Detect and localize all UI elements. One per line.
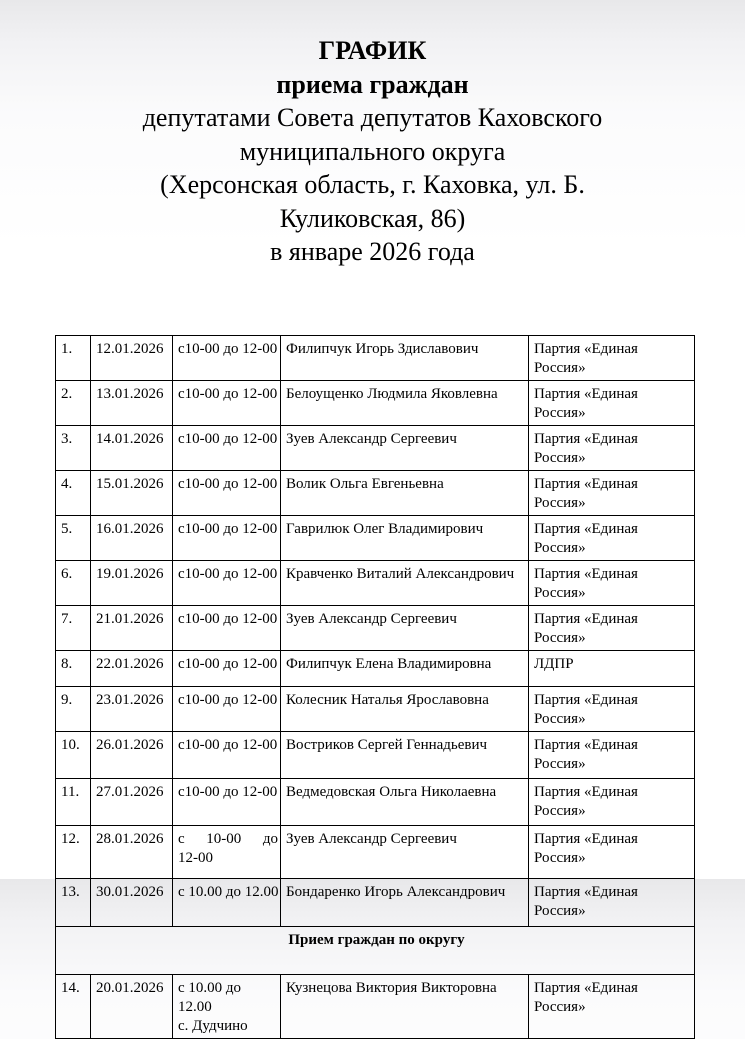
cell-name: Филипчук Игорь Здиславович: [281, 335, 529, 380]
cell-name: Зуев Александр Сергеевич: [281, 605, 529, 650]
cell-date: 14.01.2026: [91, 425, 173, 470]
time-line-2: с. Дудчино: [178, 1017, 248, 1034]
cell-number: 9.: [56, 686, 91, 731]
table-row: [56, 878, 695, 926]
cell-time: [173, 974, 281, 1038]
cell-name: Бондаренко Игорь Александрович: [281, 878, 529, 926]
table-row: [56, 470, 695, 515]
cell-date: 22.01.2026: [91, 650, 173, 686]
cell-date: 30.01.2026: [91, 878, 173, 926]
cell-name: Кравченко Виталий Александрович: [281, 560, 529, 605]
cell-date: 21.01.2026: [91, 605, 173, 650]
cell-party: Партия «Единая Россия»: [529, 974, 695, 1038]
cell-date: 27.01.2026: [91, 778, 173, 825]
cell-party: Партия «Единая Россия»: [529, 686, 695, 731]
schedule-table-container: [55, 335, 745, 1039]
title-line-1: ГРАФИК: [318, 36, 427, 65]
cell-date: 26.01.2026: [91, 731, 173, 778]
title-line-6: Куликовская, 86): [279, 203, 466, 233]
cell-name: Ведмедовская Ольга Николаевна: [281, 778, 529, 825]
cell-number: 6.: [56, 560, 91, 605]
cell-party: Партия «Единая Россия»: [529, 515, 695, 560]
cell-number: 10.: [56, 731, 91, 778]
cell-party: Партия «Единая Россия»: [529, 380, 695, 425]
document-title: [0, 0, 745, 269]
cell-time: с10-00 до 12-00: [173, 425, 281, 470]
cell-party: Партия «Единая Россия»: [529, 605, 695, 650]
schedule-table: [55, 335, 695, 1039]
cell-time: с10-00 до 12-00: [173, 515, 281, 560]
cell-party: Партия «Единая Россия»: [529, 335, 695, 380]
table-row: [56, 335, 695, 380]
table-row: [56, 560, 695, 605]
table-row: [56, 731, 695, 778]
cell-name: Колесник Наталья Ярославовна: [281, 686, 529, 731]
table-row: [56, 686, 695, 731]
cell-name: Зуев Александр Сергеевич: [281, 825, 529, 878]
cell-time: с10-00 до 12-00: [173, 731, 281, 778]
table-row: [56, 425, 695, 470]
cell-party: Партия «Единая Россия»: [529, 878, 695, 926]
cell-party: Партия «Единая Россия»: [529, 825, 695, 878]
cell-party: Партия «Единая Россия»: [529, 778, 695, 825]
cell-time: с10-00 до 12-00: [173, 686, 281, 731]
section-header-title: Прием граждан по округу: [56, 926, 695, 974]
table-row: [56, 778, 695, 825]
cell-name: Филипчук Елена Владимировна: [281, 650, 529, 686]
cell-party: ЛДПР: [529, 650, 695, 686]
cell-time: с10-00 до 12-00: [173, 650, 281, 686]
cell-time: с10-00 до 12-00: [173, 335, 281, 380]
cell-number: 1.: [56, 335, 91, 380]
cell-number: 2.: [56, 380, 91, 425]
cell-number: 12.: [56, 825, 91, 878]
title-line-7: в январе 2026 года: [270, 237, 475, 266]
cell-date: 12.01.2026: [91, 335, 173, 380]
table-row: [56, 650, 695, 686]
cell-party: Партия «Единая Россия»: [529, 731, 695, 778]
cell-number: 13.: [56, 878, 91, 926]
cell-name: Кузнецова Виктория Викторовна: [281, 974, 529, 1038]
cell-party: Партия «Единая Россия»: [529, 560, 695, 605]
cell-date: 15.01.2026: [91, 470, 173, 515]
title-line-5: (Херсонская область, г. Каховка, ул. Б.: [160, 170, 585, 199]
cell-time: с10-00 до 12-00: [173, 380, 281, 425]
cell-time: с 10.00 до 12.00: [173, 878, 281, 926]
time-line-2: 12-00: [178, 849, 213, 866]
cell-time: с10-00 до 12-00: [173, 470, 281, 515]
cell-number: 4.: [56, 470, 91, 515]
cell-party: Партия «Единая Россия»: [529, 470, 695, 515]
cell-name: Белоущенко Людмила Яковлевна: [281, 380, 529, 425]
cell-number: 7.: [56, 605, 91, 650]
cell-date: 16.01.2026: [91, 515, 173, 560]
cell-name: Востриков Сергей Геннадьевич: [281, 731, 529, 778]
table-row: [56, 515, 695, 560]
title-line-3: депутатами Совета депутатов Каховского: [142, 103, 603, 132]
cell-number: 5.: [56, 515, 91, 560]
time-line-1: с 10-00 до: [178, 830, 278, 847]
cell-number: 14.: [56, 974, 91, 1038]
time-line-1: с 10.00 до 12.00: [178, 979, 242, 1015]
cell-name: Гаврилюк Олег Владимирович: [281, 515, 529, 560]
cell-date: 13.01.2026: [91, 380, 173, 425]
cell-time: с10-00 до 12-00: [173, 605, 281, 650]
cell-name: Зуев Александр Сергеевич: [281, 425, 529, 470]
cell-time: с10-00 до 12-00: [173, 778, 281, 825]
cell-time: с10-00 до 12-00: [173, 560, 281, 605]
cell-time: [173, 825, 281, 878]
cell-date: 23.01.2026: [91, 686, 173, 731]
section-header-row: [56, 926, 695, 974]
title-line-4: муниципального округа: [239, 136, 506, 166]
table-row: [56, 605, 695, 650]
table-row: [56, 974, 695, 1038]
cell-number: 11.: [56, 778, 91, 825]
cell-name: Волик Ольга Евгеньевна: [281, 470, 529, 515]
cell-party: Партия «Единая Россия»: [529, 425, 695, 470]
cell-date: 28.01.2026: [91, 825, 173, 878]
cell-number: 8.: [56, 650, 91, 686]
cell-number: 3.: [56, 425, 91, 470]
cell-date: 19.01.2026: [91, 560, 173, 605]
table-row: [56, 380, 695, 425]
cell-date: 20.01.2026: [91, 974, 173, 1038]
table-row: [56, 825, 695, 878]
title-line-2: приема граждан: [276, 69, 469, 99]
